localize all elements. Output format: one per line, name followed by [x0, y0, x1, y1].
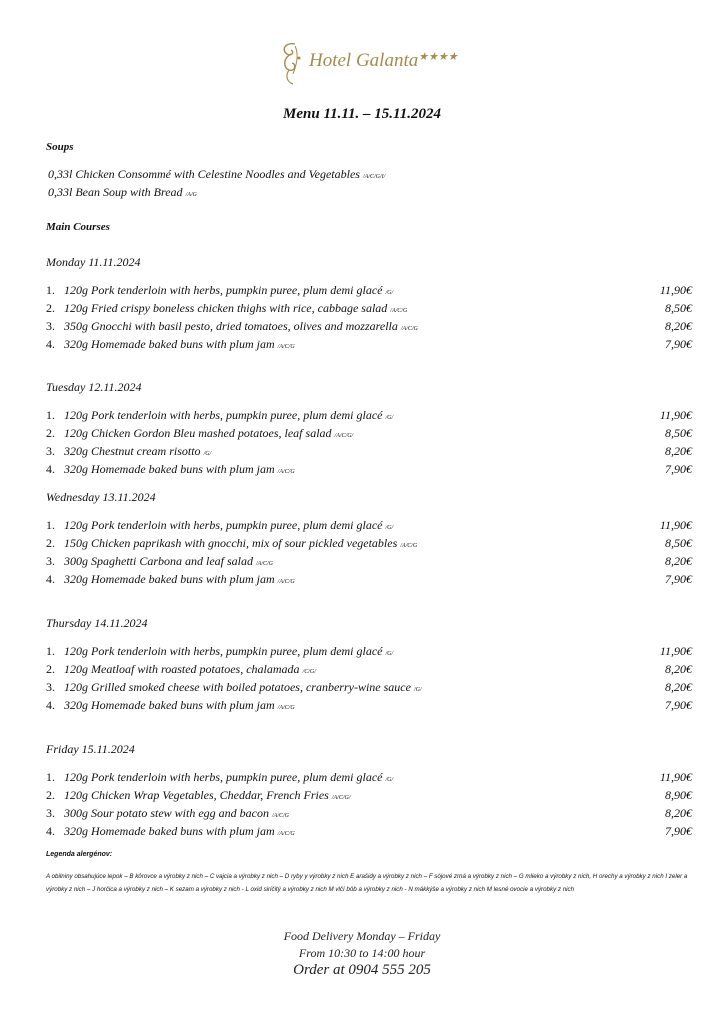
item-price: 8,20€: [665, 554, 692, 568]
item-number: 4.: [46, 572, 55, 586]
menu-item: [46, 283, 692, 301]
item-description: [64, 770, 393, 785]
item-allergens: /G/: [413, 687, 422, 693]
item-description: [64, 788, 351, 803]
item-description: [64, 824, 295, 839]
item-allergens: /A/C/G: [400, 543, 418, 549]
item-text: 120g Fried crispy boneless chicken thighs with rice, cabbage salad: [64, 301, 388, 315]
day-title: Thursday 14.11.2024: [46, 616, 148, 630]
item-number: 2.: [46, 301, 55, 315]
menu-item: [46, 301, 692, 319]
footer-delivery: Food Delivery Monday – Friday: [283, 929, 441, 943]
ornament-icon: [275, 40, 309, 86]
item-number: 3.: [46, 444, 55, 458]
item-price: 8,20€: [665, 662, 692, 676]
menu-title: Menu 11.11. – 15.11.2024: [283, 106, 441, 122]
menu-item: [46, 337, 692, 355]
item-allergens: /G/: [385, 651, 394, 657]
item-allergens: /A/C/G: [390, 308, 408, 314]
item-allergens: /G/: [385, 777, 394, 783]
item-text: 320g Homemade baked buns with plum jam: [64, 337, 275, 351]
item-description: [64, 283, 393, 298]
day-title: Monday 11.11.2024: [46, 255, 141, 269]
footer-phone: Order at 0904 555 205: [293, 962, 431, 978]
soups-heading: Soups: [46, 141, 74, 153]
hotel-stars: ★★★★: [418, 51, 458, 63]
item-text: 120g Pork tenderloin with herbs, pumpkin puree, plum demi glacé: [64, 770, 383, 784]
item-allergens: /C/G/: [302, 669, 316, 675]
item-description: [64, 644, 393, 659]
item-description: [64, 806, 289, 821]
item-description: [64, 301, 407, 316]
item-number: 3.: [46, 806, 55, 820]
item-description: [64, 408, 393, 423]
item-text: 120g Pork tenderloin with herbs, pumpkin puree, plum demi glacé: [64, 644, 383, 658]
menu-item: [46, 680, 692, 698]
item-price: 8,20€: [665, 806, 692, 820]
menu-item: [46, 644, 692, 662]
item-allergens: /A/C/G: [277, 705, 295, 711]
item-price: 8,20€: [665, 444, 692, 458]
item-number: 1.: [46, 770, 55, 784]
item-text: 150g Chicken paprikash with gnocchi, mix of sour pickled vegetables: [64, 536, 398, 550]
menu-item: [46, 788, 692, 806]
item-number: 3.: [46, 680, 55, 694]
allergen-legend-title: Legenda alergénov:: [46, 851, 113, 858]
menu-item: [46, 662, 692, 680]
menu-item: [46, 698, 692, 716]
item-number: 4.: [46, 824, 55, 838]
item-text: 120g Grilled smoked cheese with boiled potatoes, cranberry-wine sauce: [64, 680, 411, 694]
menu-item: [46, 806, 692, 824]
item-text: 120g Pork tenderloin with herbs, pumpkin puree, plum demi glacé: [64, 283, 383, 297]
menu-item: [46, 408, 692, 426]
item-text: 120g Chicken Gordon Bleu mashed potatoes, leaf salad: [64, 426, 332, 440]
hotel-logo: [275, 40, 475, 86]
item-price: 7,90€: [665, 462, 692, 476]
menu-item: [46, 426, 692, 444]
item-price: 8,90€: [665, 788, 692, 802]
day-title: Friday 15.11.2024: [46, 742, 135, 756]
item-number: 1.: [46, 518, 55, 532]
menu-item: [46, 572, 692, 590]
item-text: 320g Homemade baked buns with plum jam: [64, 462, 275, 476]
item-price: 8,50€: [665, 301, 692, 315]
item-description: [64, 518, 393, 533]
hotel-name: Hotel Galanta★★★★: [309, 50, 458, 71]
item-allergens: /A/C/G: [277, 469, 295, 475]
menu-item: [46, 824, 692, 842]
item-number: 1.: [46, 408, 55, 422]
item-allergens: /G/: [385, 415, 394, 421]
item-description: [64, 426, 353, 441]
item-allergens: /A/C/G/: [334, 433, 354, 439]
item-allergens: /A/C/G: [277, 579, 295, 585]
item-text: 320g Homemade baked buns with plum jam: [64, 824, 275, 838]
item-number: 3.: [46, 319, 55, 333]
item-price: 7,90€: [665, 337, 692, 351]
item-allergens: /A/C/G: [272, 813, 290, 819]
allergen-legend-text: A obilniny obsahujúce lepok – B kôrovce a výrobky z nich – C vajcia a výrobky z nich – D ryby y výrobky z nich E arašidy a výrobky z nich – F sójové zrná a výrobky z nich – G mlieko a výrobky z nich, H orechy a výrobky z nich I zeler a výrobky z nich – J horčica a výrobky z nich – K sezam a výrobky z nich - L oxid siričitý a výrobky z nich M vlčí bôb a výrobky z nich - N mäkkýše a výrobky z nich M lesné ovocie a výrobky z nich: [46, 873, 688, 893]
item-description: [64, 536, 417, 551]
menu-item: [46, 462, 692, 480]
item-price: 8,20€: [665, 319, 692, 333]
item-price: 11,90€: [659, 518, 692, 532]
menu-item: [46, 444, 692, 462]
item-number: 2.: [46, 662, 55, 676]
item-price: 8,50€: [665, 536, 692, 550]
item-description: [64, 337, 295, 352]
item-number: 2.: [46, 536, 55, 550]
item-price: 7,90€: [665, 824, 692, 838]
item-text: 120g Pork tenderloin with herbs, pumpkin puree, plum demi glacé: [64, 518, 383, 532]
item-allergens: /G/: [385, 525, 394, 531]
soup-item: 0,33l Bean Soup with Bread /A/G: [48, 185, 197, 199]
day-title: Tuesday 12.11.2024: [46, 380, 142, 394]
item-price: 11,90€: [659, 644, 692, 658]
item-number: 3.: [46, 554, 55, 568]
item-price: 7,90€: [665, 698, 692, 712]
item-number: 4.: [46, 462, 55, 476]
item-price: 11,90€: [659, 770, 692, 784]
item-text: 120g Chicken Wrap Vegetables, Cheddar, French Fries: [64, 788, 329, 802]
item-price: 7,90€: [665, 572, 692, 586]
item-number: 2.: [46, 426, 55, 440]
menu-item: [46, 518, 692, 536]
item-description: [64, 572, 295, 587]
item-description: [64, 680, 422, 695]
item-number: 4.: [46, 337, 55, 351]
item-text: 300g Spaghetti Carbona and leaf salad: [64, 554, 253, 568]
item-number: 1.: [46, 644, 55, 658]
item-text: 120g Pork tenderloin with herbs, pumpkin puree, plum demi glacé: [64, 408, 383, 422]
soup-item: 0,33l Chicken Consommé with Celestine Noodles and Vegetables /A/C/G/I/: [48, 167, 386, 181]
item-description: [64, 444, 211, 459]
item-text: 120g Meatloaf with roasted potatoes, chalamada: [64, 662, 300, 676]
item-description: [64, 698, 295, 713]
item-allergens: /A/C/G: [277, 344, 295, 350]
item-text: 350g Gnocchi with basil pesto, dried tomatoes, olives and mozzarella: [64, 319, 398, 333]
item-allergens: /G/: [203, 451, 212, 457]
item-allergens: /G/: [385, 290, 394, 296]
item-description: [64, 662, 316, 677]
item-price: 8,20€: [665, 680, 692, 694]
item-description: [64, 554, 273, 569]
main-courses-heading: Main Courses: [46, 221, 110, 233]
item-number: 4.: [46, 698, 55, 712]
item-description: [64, 319, 418, 334]
day-title: Wednesday 13.11.2024: [46, 490, 156, 504]
menu-item: [46, 319, 692, 337]
item-allergens: /A/C/G: [256, 561, 274, 567]
item-number: 1.: [46, 283, 55, 297]
menu-item: [46, 554, 692, 572]
item-price: 11,90€: [659, 283, 692, 297]
item-allergens: /A/C/G: [277, 831, 295, 837]
footer-hours: From 10:30 to 14:00 hour: [298, 946, 426, 960]
item-price: 8,50€: [665, 426, 692, 440]
item-text: 320g Homemade baked buns with plum jam: [64, 698, 275, 712]
item-description: [64, 462, 295, 477]
item-price: 11,90€: [659, 408, 692, 422]
menu-item: [46, 770, 692, 788]
menu-item: [46, 536, 692, 554]
item-text: 300g Sour potato stew with egg and bacon: [64, 806, 269, 820]
item-allergens: /A/C/G/: [331, 795, 351, 801]
item-text: 320g Chestnut cream risotto: [64, 444, 201, 458]
item-allergens: /A/C/G: [400, 326, 418, 332]
item-number: 2.: [46, 788, 55, 802]
item-text: 320g Homemade baked buns with plum jam: [64, 572, 275, 586]
